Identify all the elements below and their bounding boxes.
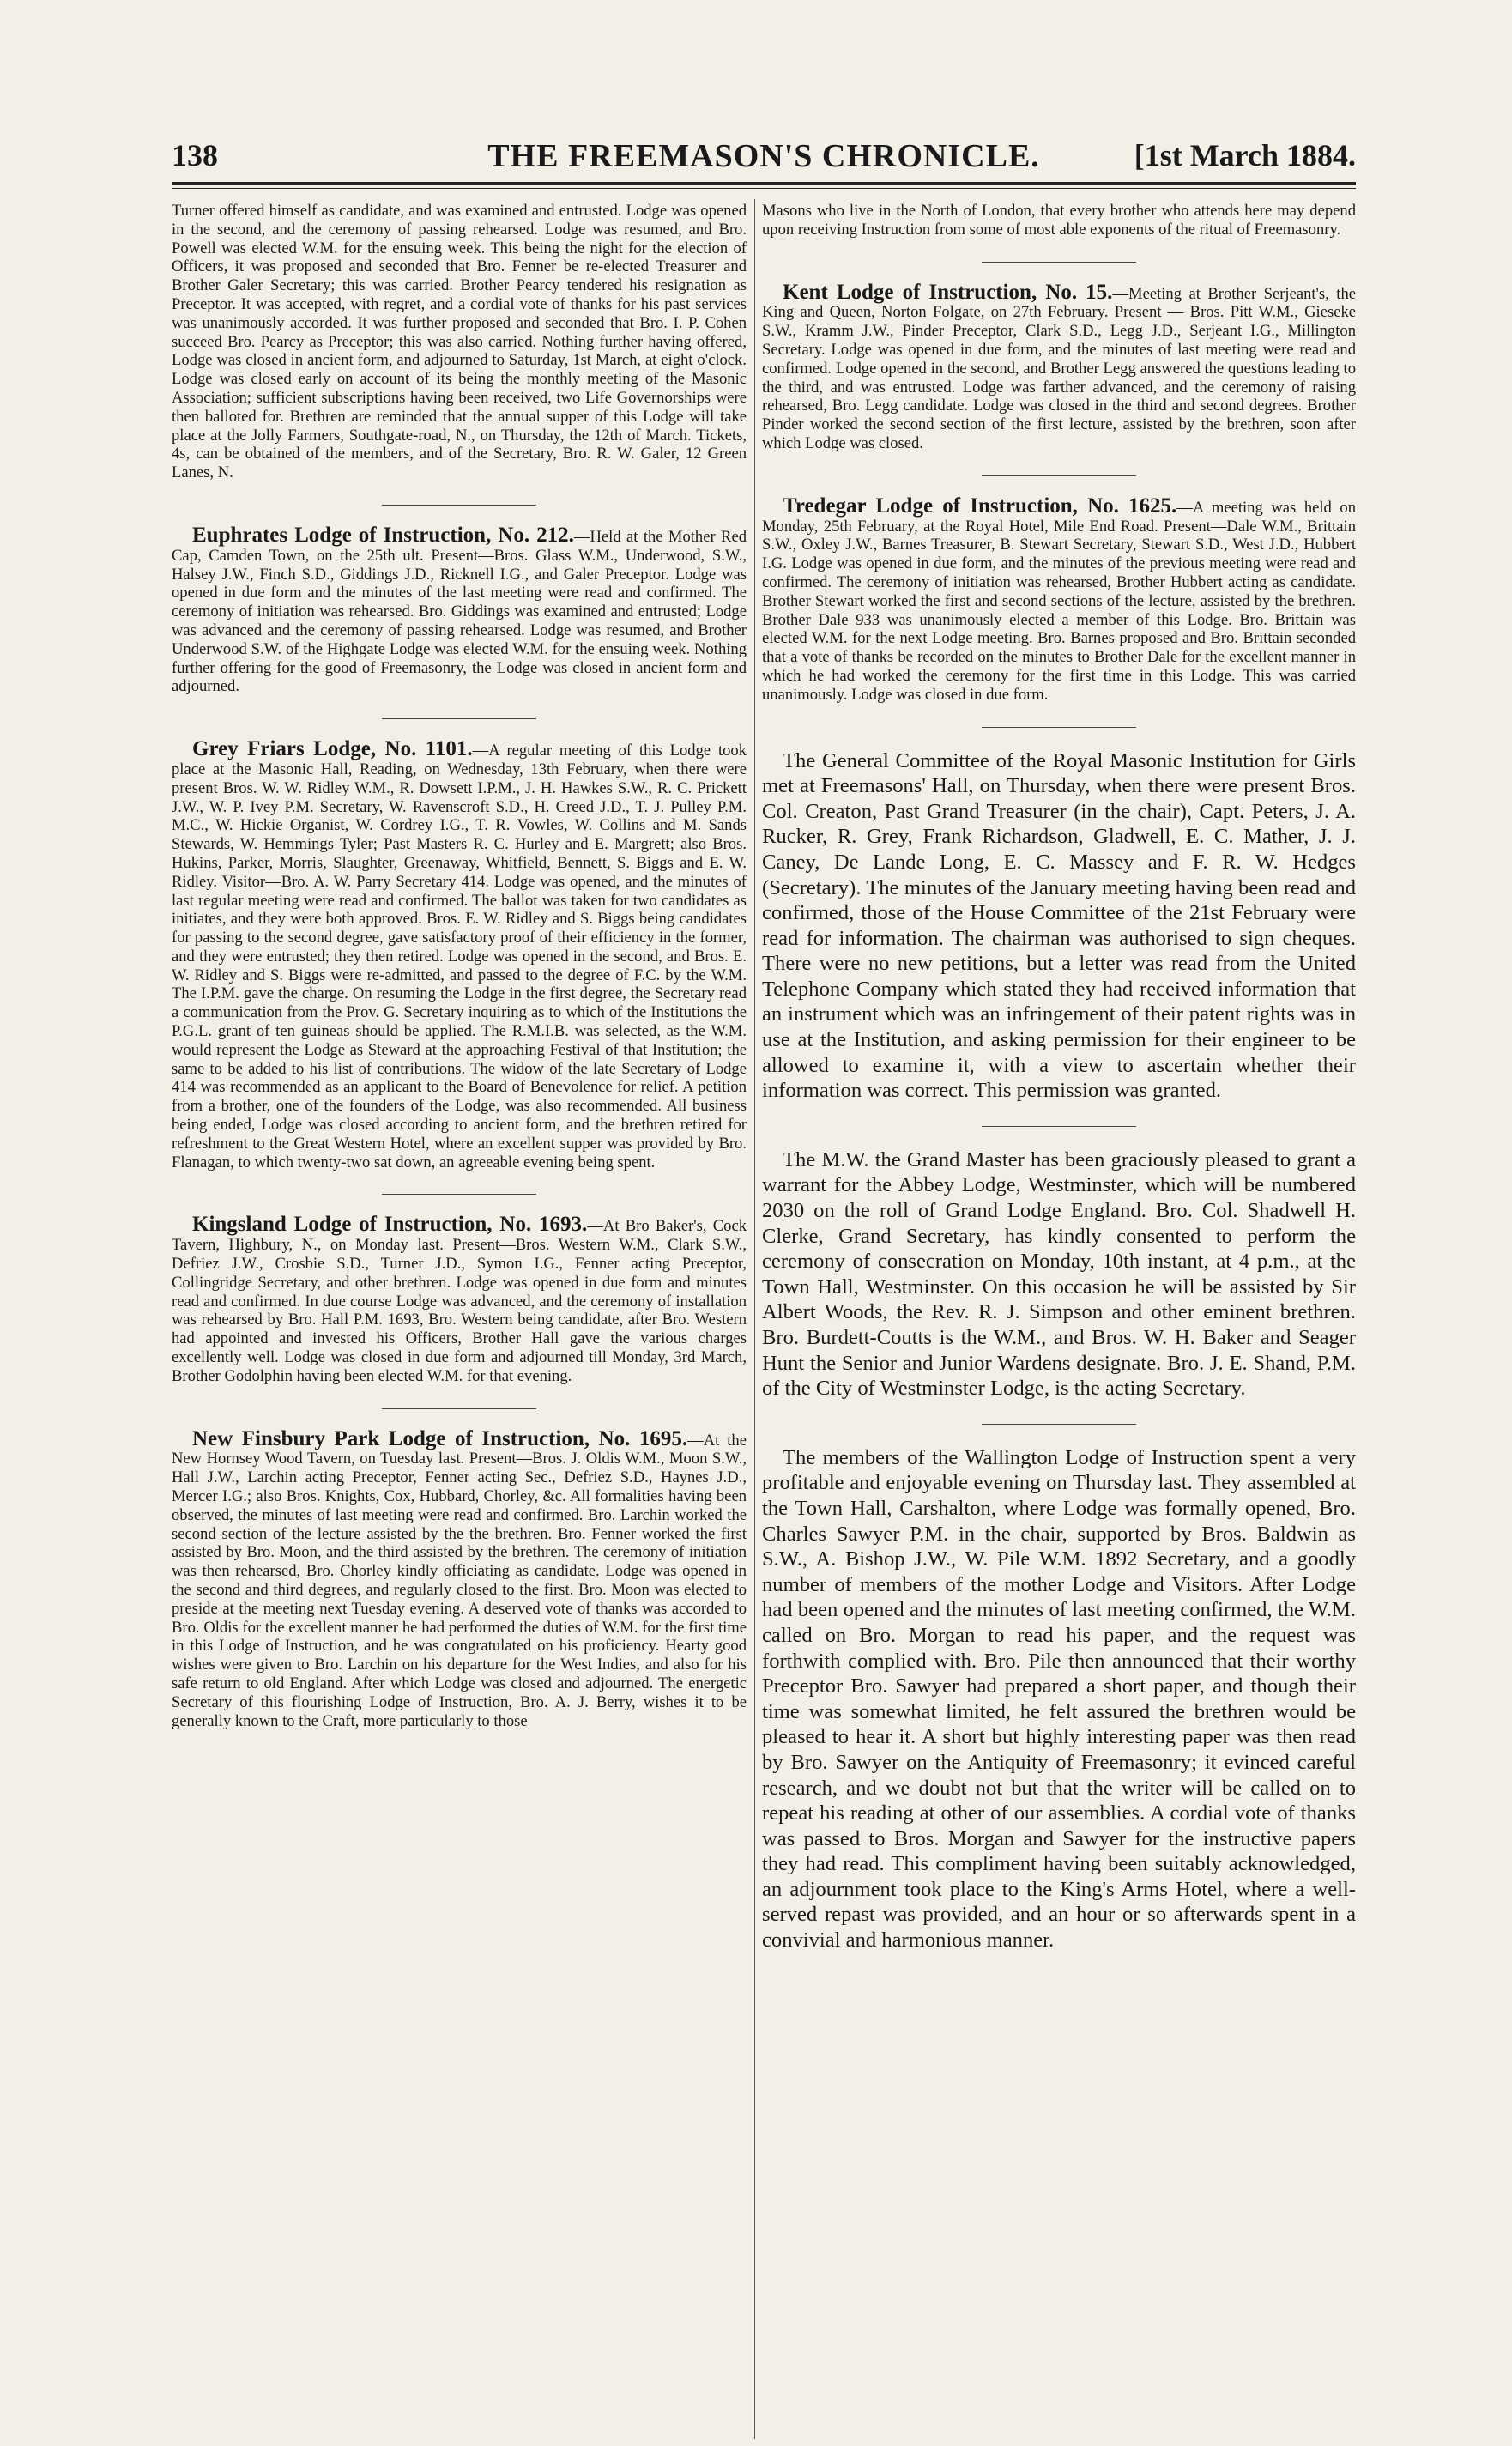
new-finsbury-body: —At the New Hornsey Wood Tavern, on Tuesday last. Present—Bros. J. Oldis W.M., Moon S.W., Hall J.W., Larchin acting Preceptor, Fenner acting Sec., Defriez S.D., Haynes J.D., Mercer I.G.; also Bros. Knights, Cox, Hubbard, Chorley, &c. All formalities having been observed, the minutes of last meeting were read and confirmed. Bro. Larchin worked the second section of the lecture assisted by the the brethren. Bro. Fenner worked the first assisted by Bro. Moon, and the third assisted by the brethren. The ceremony of initiation was then rehearsed, Bro. Chorley kindly officiating as candidate. Lodge was opened in the second and third degrees, and regularly closed to the first. Bro. Moon was elected to preside at the meeting next Tuesday evening. A deserved vote of thanks was accorded to Bro. Oldis for the excellent manner he had performed the duties of W.M. for the first time in this Lodge of Instruction, and he was congratulated on his proficiency. Hearty good wishes were given to Bro. Larchin on his departure for the West Indies, and also for his safe return to old England. After which Lodge was closed and adjourned. The energetic Secretary of this flourishing Lodge of Instruction, Bro. A. J. Berry, wishes it to be generally known to the Craft, more particularly to those bbox=[172, 1431, 747, 1730]
right-column bbox=[762, 202, 1356, 1953]
new-finsbury-report bbox=[172, 1426, 747, 1731]
kingsland-report bbox=[172, 1215, 747, 1385]
section-separator bbox=[382, 505, 536, 506]
section-separator bbox=[382, 1408, 536, 1409]
general-committee-paragraph: The General Committee of the Royal Masonic Institution for Girls met at Freemasons' Hall, on Thursday, when there were present Bros. Col. Creaton, Past Grand Treasurer (in the chair), Capt. Peters, J. A. Rucker, R. Grey, Frank Richardson, Gladwell, E. C. Mather, J. J. Caney, De Lande Long, E. C. Massey and F. R. W. Hedges (Secretary). The minutes of the January meeting having been read and confirmed, those of the House Committee of the 21st February were read for information. The chairman was authorised to sign cheques. There were no new petitions, but a letter was read from the United Telephone Company which stated they had received information that an instrument which was an infringement of their patent rights was in use at the Institution, and asking permission for their engineer to be allowed to examine it, with a view to ascertain whether their information was correct. This permission was granted. bbox=[762, 748, 1356, 1103]
column-divider bbox=[754, 199, 755, 2439]
new-finsbury-title: New Finsbury Park Lodge of Instruction, No. 1695. bbox=[192, 1426, 688, 1450]
wallington-paragraph: The members of the Wallington Lodge of Instruction spent a very profitable and enjoyable evening on Thursday last. They assembled at the Town Hall, Carshalton, where Lodge was formally opened, Bro. Charles Sawyer P.M. in the chair, supported by Bros. Baldwin as S.W., A. Bishop J.W., W. Pile W.M. 1892 Secretary, and a goodly number of members of the mother Lodge and Visitors. After Lodge had been opened and the minutes of last meeting confirmed, the W.M. called on Bro. Morgan to read his paper, and the request was forthwith complied with. Bro. Pile then announced that their worthy Preceptor Bro. Sawyer had prepared a short paper, and though their time was somewhat limited, he felt assured the brethren would be pleased to hear it. A short but highly interesting paper was then read by Bro. Sawyer on the Antiquity of Freemasonry; it evinced careful research, and we doubt not but that the writer will be called on to repeat his reading at other of our assemblies. A cordial vote of thanks was passed to Bros. Morgan and Sawyer for the instructive papers they had read. This compliment having been suitably acknowledged, an adjournment took place to the King's Arms Hotel, where a well-served repast was provided, and an hour or so afterwards spent in a convivial and harmonious manner. bbox=[762, 1445, 1356, 1953]
section-separator bbox=[982, 262, 1136, 263]
kent-report bbox=[762, 280, 1356, 453]
euphrates-title: Euphrates Lodge of Instruction, No. 212. bbox=[192, 523, 574, 547]
kingsland-body: —At Bro Baker's, Cock Tavern, Highbury, N., on Monday last. Present—Bros. Western W.M., Clark S.W., Defriez J.W., Crosbie S.D., Turner J.D., Symon I.G., Fenner acting Preceptor, Collingridge Secretary, and other brethren. Lodge was opened in due form and minutes read and confirmed. In due course Lodge was advanced, and the ceremony of installation was rehearsed by Bro. Hall P.M. 1693, Bro. Western being candidate, after Bro. Western had appointed and invested his Officers, Brother Hall gave the various charges excellently well. Lodge was closed in due form and adjourned till Monday, 3rd March, Brother Godolphin having been elected W.M. for that evening. bbox=[172, 1217, 747, 1385]
tredegar-body: —A meeting was held on Monday, 25th February, at the Royal Hotel, Mile End Road. Present—Dale W.M., Brittain S.W., Oxley J.W., Barnes Treasurer, B. Stewart Secretary, Stewart S.D., West J.D., Hubbert I.G. Lodge was opened in due form, and the minutes of the previous meeting were read and confirmed. The ceremony of initiation was rehearsed, Brother Hubbert acting as candidate. Brother Stewart worked the first and second sections of the lecture, assisted by the brethren. Brother Dale 933 was unanimously elected a member of this Lodge. Bro. Brittain was elected W.M. for the next Lodge meeting. Bro. Barnes proposed and Bro. Brittain seconded that a vote of thanks be recorded on the minutes to Brother Dale for the excellent manner in which he had worked the ceremony for the first time in this Lodge. This was carried unanimously. Lodge was closed in due form. bbox=[762, 498, 1356, 704]
grand-master-paragraph: The M.W. the Grand Master has been graciously pleased to grant a warrant for the Abbey Lodge, Westminster, which will be numbered 2030 on the roll of Grand Lodge England. Bro. Col. Shadwell H. Clerke, Grand Secretary, has kindly consented to perform the ceremony of consecration on Monday, 10th instant, at 4 p.m., at the Town Hall, Westminster. On this occasion he will be assisted by Sir Albert Woods, the Rev. R. J. Simpson and other eminent brethren. Bro. Burdett-Coutts is the W.M., and Bros. W. H. Baker and Seager Hunt the Senior and Junior Wardens designate. Bro. J. E. Shand, P.M. of the City of Westminster Lodge, is the acting Secretary. bbox=[762, 1147, 1356, 1401]
kent-title: Kent Lodge of Instruction, No. 15. bbox=[783, 280, 1113, 304]
section-separator bbox=[382, 1194, 536, 1195]
grey-friars-body: —A regular meeting of this Lodge took place at the Masonic Hall, Reading, on Wednesday, 13th February, when there were present Bros. W. W. Ridley W.M., R. Dowsett I.P.M., J. H. Hawkes S.W., R. C. Prickett J.W., W. P. Ivey P.M. Secretary, W. Ravenscroft S.D., H. Creed J.D., T. J. Pulley P.M. M.C., W. Hickie Organist, W. Cordrey I.G., T. R. Vowles, W. Collins and M. Sands Stewards, W. Hemmings Tyler; Past Masters R. C. Hurley and E. Margrett; also Bros. Hukins, Parker, Morris, Slaughter, Greenaway, Whitfield, Bennett, S. Biggs and E. W. Ridley. Visitor—Bro. A. W. Parry Secretary 414. Lodge was opened, and the minutes of last regular meeting were read and confirmed. The ballot was taken for two candidates as initiates, and they were both approved. Bros. E. W. Ridley and S. Biggs being candidates for passing to the second degree, gave satisfactory proof of their efficiency in the former, and they were entrusted; they then retired. Lodge was opened in the second, and Bros. E. W. Ridley and S. Biggs were re-admitted, and passed to the degree of F.C. by the W.M. The I.P.M. gave the charge. On resuming the Lodge in the first degree, the Secretary read a communication from the Prov. G. Secretary inquiring as to which of the Institutions the P.G.L. grant of ten guineas should be applied. The R.M.I.B. was selected, as the W.M. would represent the Lodge as Steward at the approaching Festival of that Institution; the same to be added to his list of contributions. The widow of the late Secretary of Lodge 414 was recommended as an applicant to the Board of Benevolence for relief. A petition from a brother, one of the founders of the Lodge, was also recommended. All business being ended, Lodge was closed according to ancient form, and the brethren retired for refreshment to the Great Western Hotel, where an excellent supper was provided by Bro. Flanagan, to which twenty-two sat down, an agreeable evening being spent. bbox=[172, 742, 747, 1172]
issue-date: [1st March 1884. bbox=[1134, 138, 1356, 173]
section-separator bbox=[982, 727, 1136, 728]
continued-report: Turner offered himself as candidate, and was examined and entrusted. Lodge was opened in the second, and the ceremony of passing rehearsed. Lodge was resumed, and Bro. Powell was elected W.M. for the ensuing week. This being the night for the election of Officers, it was proposed and seconded that Bro. Fenner be re-elected Treasurer and Brother Galer Secretary; this was carried. Brother Pearcy tendered his resignation as Preceptor. It was accepted, with regret, and a cordial vote of thanks for his past services was unanimously accorded. It was further proposed and seconded that Bro. I. P. Cohen succeed Bro. Pearcy as Preceptor; this was also carried. Nothing further having offered, Lodge was closed in ancient form, and adjourned to Saturday, 1st March, at eight o'clock. Lodge was closed early on account of its being the monthly meeting of the Masonic Association; sufficient subscriptions having been received, two Life Governorships were then balloted for. Brethren are reminded that the annual supper of this Lodge will take place at the Jolly Farmers, Southgate-road, N., on Thursday, the 12th of March. Tickets, 4s, can be obtained of the members, and of the Secretary, Bro. R. W. Galer, 12 Green Lanes, N. bbox=[172, 202, 747, 482]
tredegar-report bbox=[762, 493, 1356, 705]
section-separator bbox=[982, 475, 1136, 476]
kent-body: —Meeting at Brother Serjeant's, the King and Queen, Norton Folgate, on 27th February. Present — Bros. Pitt W.M., Gieseke S.W., Kramm J.W., Pinder Preceptor, Clark S.D., Legg J.D., Serjeant I.G., Millington Secretary. Lodge was opened in due form, and the minutes of last meeting were read and confirmed. Lodge opened in the second, and Brother Legg answered the questions leading to the third, and was entrusted. Lodge was farther advanced, and the ceremony of raising rehearsed, Bro. Legg candidate. Lodge was closed in the third and second degrees. Brother Pinder worked the second section of the first lecture, assisted by the brethren, soon after which Lodge was closed. bbox=[762, 284, 1356, 452]
header-rule-thin bbox=[172, 188, 1356, 189]
kingsland-title: Kingsland Lodge of Instruction, No. 1693. bbox=[192, 1213, 588, 1237]
section-separator bbox=[982, 1424, 1136, 1425]
section-separator bbox=[982, 1126, 1136, 1127]
euphrates-report bbox=[172, 523, 747, 696]
page-number: 138 bbox=[172, 138, 218, 173]
continued-report-right: Masons who live in the North of London, that every brother who attends here may depend upon receiving Instruction from some of most able exponents of the ritual of Freemasonry. bbox=[762, 202, 1356, 239]
section-separator bbox=[382, 718, 536, 719]
euphrates-body: —Held at the Mother Red Cap, Camden Town, on the 25th ult. Present—Bros. Glass W.M., Underwood, S.W., Halsey J.W., Finch S.D., Giddings J.D., Ricknell I.G., and Galer Preceptor. Lodge was opened in due form and the minutes of the last meeting were read and confirmed. The ceremony of initiation was rehearsed. Bro. Giddings was examined and entrusted; Lodge was advanced and the ceremony of passing rehearsed. Lodge was resumed, and Brother Underwood S.W. of the Highgate Lodge was elected W.M. for the ensuing week. Nothing further offering for the good of Freemasonry, the Lodge was closed in ancient form and adjourned. bbox=[172, 527, 747, 696]
grey-friars-report bbox=[172, 737, 747, 1172]
publication-title: THE FREEMASON'S CHRONICLE. bbox=[487, 138, 1040, 174]
masthead bbox=[172, 137, 1356, 182]
left-column bbox=[172, 202, 747, 1730]
tredegar-title: Tredegar Lodge of Instruction, No. 1625. bbox=[783, 493, 1177, 518]
header-rule bbox=[172, 182, 1356, 185]
grey-friars-title: Grey Friars Lodge, No. 1101. bbox=[192, 737, 473, 761]
